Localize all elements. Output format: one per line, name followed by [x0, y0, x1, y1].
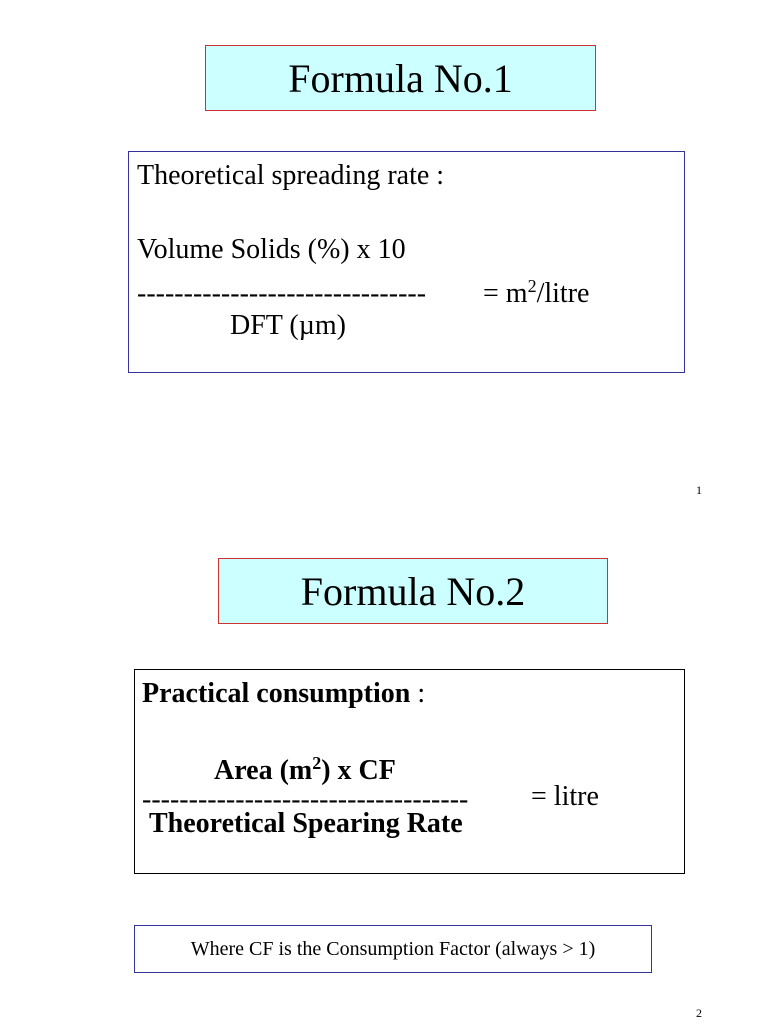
formula-2-box [134, 669, 685, 874]
formula-1-result-superscript: 2 [527, 276, 537, 296]
formula-1-numerator: Volume Solids (%) x 10 [137, 234, 406, 265]
formula-1-title-text: Formula No.1 [288, 55, 513, 101]
formula-1-fraction-line: ------------------------------- [137, 278, 427, 309]
formula-2-numerator-prefix: Area (m [214, 755, 313, 786]
formula-2-result: = litre [531, 781, 599, 812]
page-number-2: 2 [696, 1006, 702, 1020]
formula-2-heading [142, 680, 425, 708]
formula-2-heading-colon: : [410, 678, 426, 709]
formula-2-title [218, 558, 608, 624]
formula-1-box [128, 151, 685, 373]
page-number-1: 1 [696, 483, 702, 497]
formula-2-title-text: Formula No.2 [300, 568, 526, 614]
formula-2-numerator-superscript: 2 [312, 753, 322, 773]
formula-2-numerator-suffix: ) x CF [321, 755, 396, 786]
formula-2-heading-bold: Practical consumption [142, 678, 411, 709]
consumption-factor-note-text: Where CF is the Consumption Factor (always > 1) [190, 937, 596, 960]
formula-1-result-prefix: = m [483, 278, 528, 309]
formula-1-result [483, 276, 590, 309]
formula-1-title [205, 45, 596, 111]
formula-2-numerator [214, 753, 396, 786]
formula-1-heading: Theoretical spreading rate : [137, 160, 445, 191]
formula-2-fraction-line: ----------------------------------- [142, 784, 469, 815]
consumption-factor-note [134, 925, 652, 973]
formula-2-denominator: Theoretical Spearing Rate [149, 808, 463, 839]
formula-1-result-suffix: /litre [536, 278, 590, 309]
formula-1-denominator: DFT (µm) [230, 310, 346, 341]
